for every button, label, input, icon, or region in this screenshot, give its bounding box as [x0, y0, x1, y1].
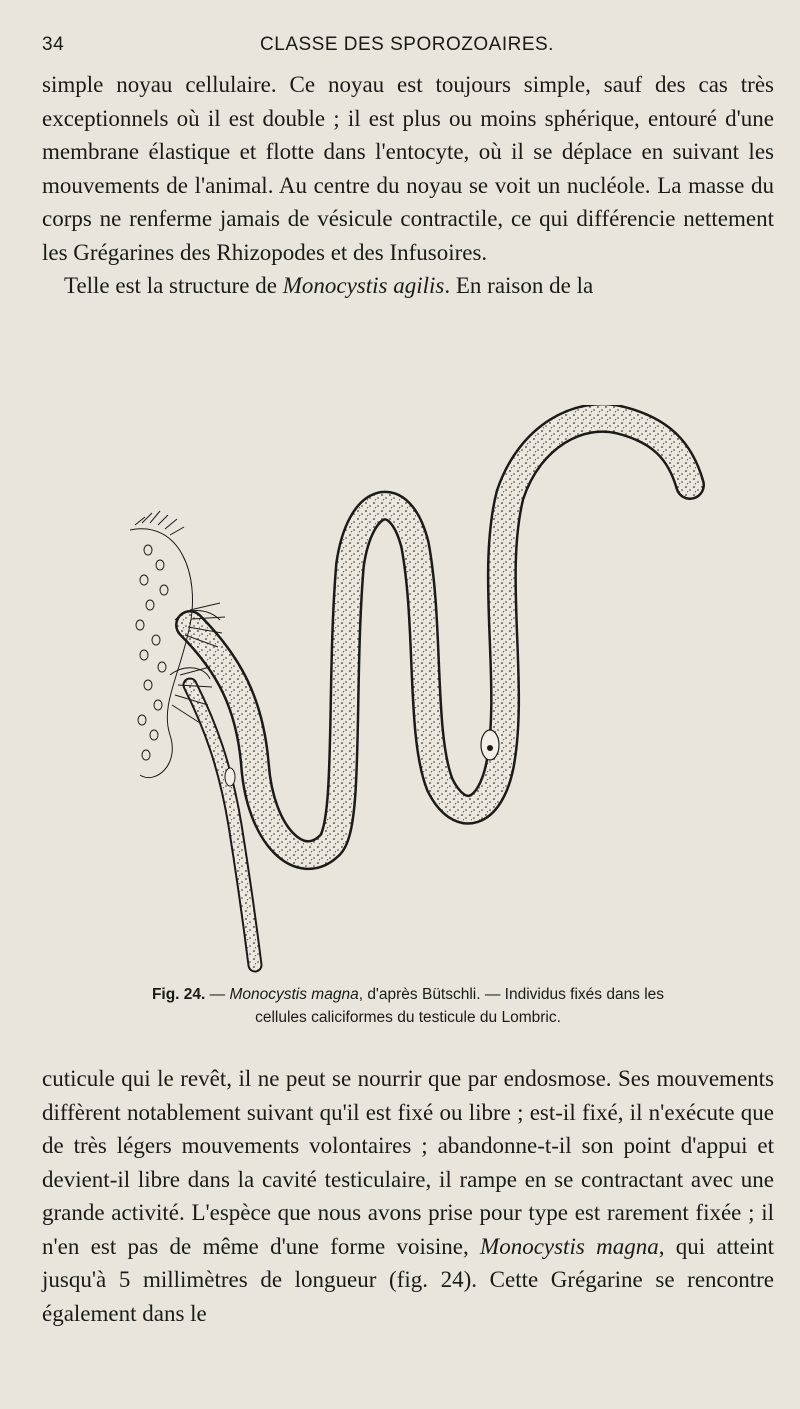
text-run: , qui atteint jusqu'à 5 millimètres de longueur (fig. 24). Cette Grégarine se rencontre également dans le [42, 1233, 774, 1326]
caption-text: , d'après Bütschli. — Individus fixés dans les [358, 986, 665, 1003]
text-run: . En raison de la [444, 273, 594, 298]
paragraph [42, 1062, 774, 1330]
figure-label: Fig. 24. [151, 986, 206, 1003]
caption-line [42, 983, 774, 1006]
species-name: Monocystis magna [229, 986, 359, 1003]
top-text-block [42, 68, 774, 303]
text-run: Telle est la structure de [64, 273, 283, 298]
gregarine-body-interior [190, 418, 690, 855]
caption-text: — [205, 986, 230, 1003]
tissue-cells [136, 545, 168, 760]
monocystis-magna-drawing [60, 405, 760, 985]
figure-caption [42, 983, 774, 1029]
species-name: Monocystis agilis [282, 273, 445, 298]
nucleus [225, 768, 235, 786]
paragraph [42, 269, 774, 303]
species-name: Monocystis magna [480, 1233, 659, 1259]
page-number: 34 [42, 34, 65, 55]
page-header [42, 30, 772, 60]
text-run: cuticule qui le revêt, il ne peut se nourrir que par endosmose. Ses mouvements diffèrent notablement suivant qu'il est fixé ou libre ; est-il fixé, il n'exécute que de très légers mouvements volontaires ; abandonne-t-il son point d'appui et devient-il libre dans la cavité testiculaire, il rampe en se contractant avec une grande activité. L'espèce que nous avons prise pour type est rarement fixée ; il n'en est pas de même d'une forme voisine, [42, 1066, 774, 1259]
caption-line: cellules caliciformes du testicule du Lombric. [255, 1009, 561, 1026]
nucleolus [487, 745, 493, 751]
paragraph: simple noyau cellulaire. Ce noyau est toujours simple, sauf des cas très exceptionnels où il est double ; il est plus ou moins sphérique, entouré d'une membrane élastique et flotte dans l'entocyte, où il se déplace en suivant les mouvements de l'animal. Au centre du noyau se voit un nucléole. La masse du corps ne renferme jamais de vésicule contractile, ce qui différencie nettement les Grégarines des Rhizopodes et des Infusoires. [42, 72, 774, 265]
bottom-text-block [42, 1062, 774, 1330]
figure-illustration [60, 405, 760, 985]
running-title: CLASSE DES SPOROZOAIRES. [260, 34, 554, 55]
